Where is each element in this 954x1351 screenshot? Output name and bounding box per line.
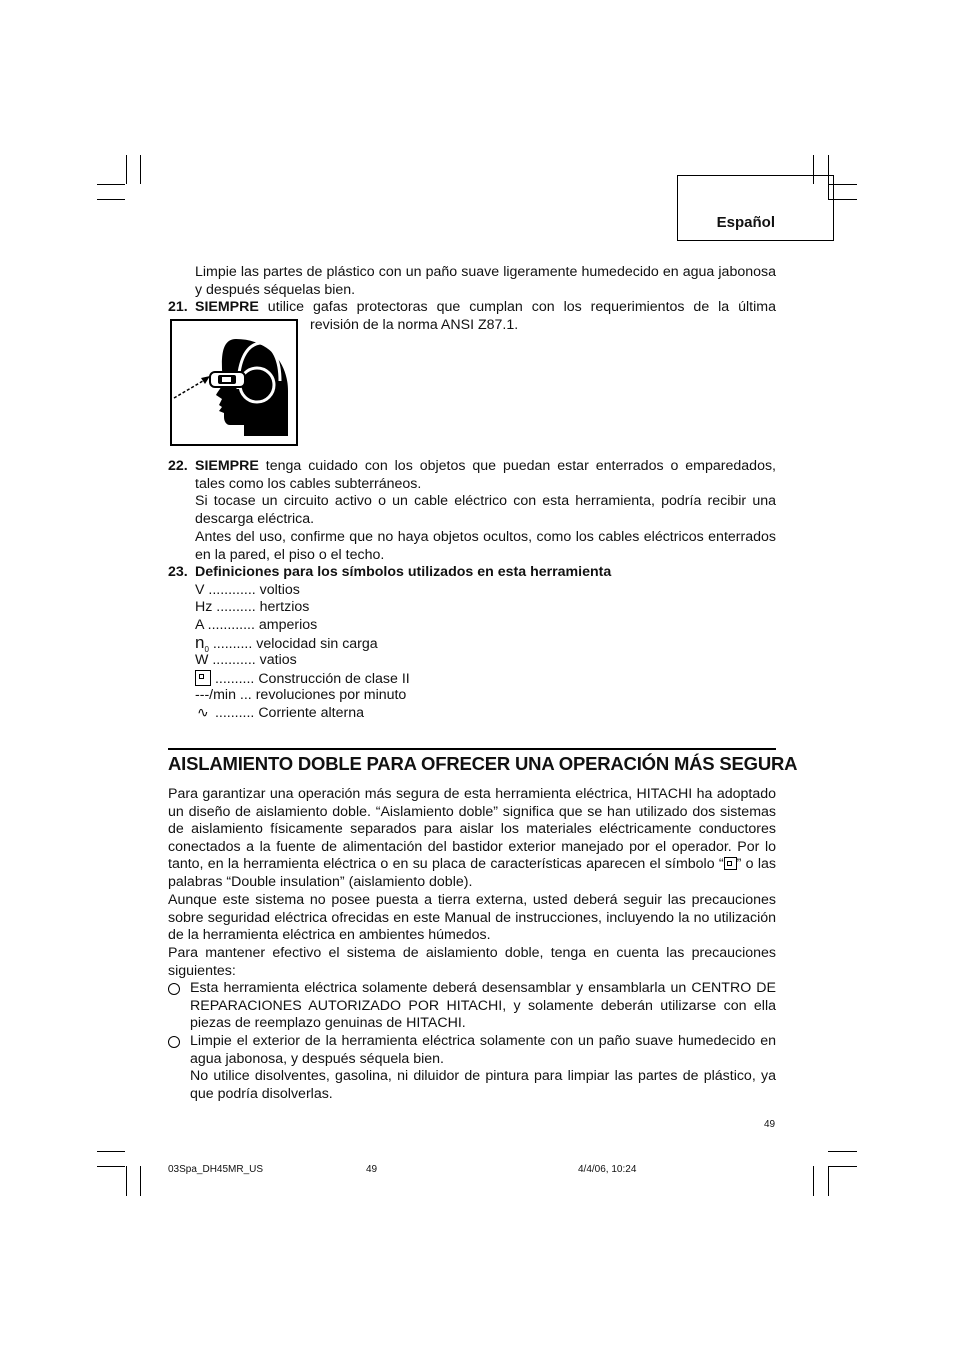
crop-mark <box>126 155 127 184</box>
item-21-strong: SIEMPRE <box>195 299 259 315</box>
item-22-number: 22. <box>168 458 188 474</box>
symbol: A <box>195 617 204 633</box>
symbol-desc: Construcción de clase II <box>258 671 410 687</box>
symbol: W <box>195 652 209 668</box>
double-insulation-icon <box>195 670 211 686</box>
footer-page: 49 <box>366 1164 378 1175</box>
dots: .......... <box>211 705 259 721</box>
language-label: Español <box>716 214 775 231</box>
bullet-circle-icon <box>168 1036 180 1048</box>
crop-mark <box>97 1166 125 1167</box>
page-number: 49 <box>764 1119 776 1130</box>
crop-mark <box>140 155 141 184</box>
symbol-row-alternating-current <box>195 705 364 723</box>
item-23-title: Definiciones para los símbolos utilizados en esta herramienta <box>195 564 612 580</box>
item-21-line2: revisión de la norma ANSI Z87.1. <box>310 317 519 333</box>
symbol: ---/min <box>195 687 236 703</box>
crop-mark <box>828 1166 829 1196</box>
symbol: V <box>195 582 205 598</box>
symbol: n <box>195 633 205 652</box>
symbol-row-watts <box>195 652 297 670</box>
footer-date: 4/4/06, 10:24 <box>578 1164 637 1175</box>
bullet-1-text: Esta herramienta eléctrica solamente deberá desensamblar y ensamblarla un CENTRO DE REPARACIONES AUTORIZADO POR HITACHI, y solamente deberán utilizarse con ella piezas de reemplazo genuinas de HITACHI. <box>190 980 776 1032</box>
dots: .......... <box>212 599 260 615</box>
section-paragraph-2: Aunque este sistema no posee puesta a tierra externa, usted deberá seguir las precauciones sobre seguridad eléctrica ofrecidas en este Manual de instrucciones, incluyendo la no utilización de la herramienta eléctrica en ambientes húmedos. <box>168 892 776 944</box>
section-paragraph-3: Para mantener efectivo el sistema de aislamiento doble, tenga en cuenta las precauciones siguientes: <box>168 945 776 979</box>
section-heading: AISLAMIENTO DOBLE PARA OFRECER UNA OPERACIÓN MÁS SEGURA <box>168 748 776 775</box>
item-22-paragraph-2: Si tocase un circuito activo o un cable eléctrico con esta herramienta, podría recibir una descarga eléctrica. <box>195 493 776 527</box>
symbol-desc: vatios <box>259 652 297 668</box>
item-22-strong: SIEMPRE <box>195 458 259 474</box>
symbol-row-class-ii <box>195 670 410 689</box>
item-23-number: 23. <box>168 564 188 580</box>
crop-mark <box>97 199 125 200</box>
crop-mark <box>97 184 125 185</box>
symbol-row-rpm <box>195 687 406 705</box>
bullet-2-text: Limpie el exterior de la herramienta eléctrica solamente con un paño suave humedecido en agua jabonosa, y después séquela bien. <box>190 1033 776 1067</box>
section-paragraph-1 <box>168 786 776 892</box>
symbol-desc: voltios <box>259 582 300 598</box>
symbol-desc: Corriente alterna <box>258 705 364 721</box>
symbol-desc: hertzios <box>259 599 310 615</box>
dots: ........... <box>208 652 260 668</box>
symbol: Hz <box>195 599 213 615</box>
dots: ... <box>235 687 256 703</box>
bullet-2-text-b: No utilice disolventes, gasolina, ni diluidor de pintura para limpiar las partes de plástico, ya que podría disolverlas. <box>190 1068 776 1102</box>
intro-paragraph: Limpie las partes de plástico con un paño suave ligeramente humedecido en agua jabonosa y después séquelas bien. <box>195 264 776 298</box>
item-22-paragraph <box>195 458 776 493</box>
safety-goggles-icon <box>170 319 298 446</box>
section-p1-part2: ” o las palabras “Double insulation” (aislamiento doble). <box>168 856 776 890</box>
symbol-desc: velocidad sin carga <box>256 636 378 652</box>
symbol-desc: amperios <box>258 617 318 633</box>
symbol-subscript: 0 <box>204 644 209 654</box>
section-p1-part1: Para garantizar una operación más segura de esta herramienta eléctrica, HITACHI ha adoptado un diseño de aislamiento doble. “Aislamiento doble” significa que se han utilizado dos sistemas de aislamiento físicamente separados para aislar los materiales eléctricamente conductores conectados a la fuente de alimentación del bastidor exterior manejado por el operador. Por lo tanto, en la herramienta eléctrica o en su placa de características aparecen el símbolo “ <box>168 786 776 873</box>
symbol-desc: revoluciones por minuto <box>255 687 407 703</box>
crop-mark <box>828 1151 857 1152</box>
alternating-current-icon: ∿ <box>197 705 209 721</box>
symbol-row-volts <box>195 582 300 600</box>
item-21-text: utilice gafas protectoras que cumplan con los requerimientos de la última <box>258 299 776 315</box>
crop-mark <box>828 1166 857 1167</box>
item-21-line1 <box>195 299 776 317</box>
item-22-paragraph-3: Antes del uso, confirme que no haya objetos ocultos, como los cables eléctricos enterrados en la pared, el piso o el techo. <box>195 529 776 563</box>
symbol-row-amperes <box>195 617 317 635</box>
language-tab <box>677 175 834 241</box>
crop-mark <box>813 1166 814 1196</box>
item-22-text1: tenga cuidado con los objetos que puedan estar enterrados o emparedados, tales como los cables subterráneos. <box>195 458 776 492</box>
item-21-number: 21. <box>168 299 188 315</box>
crop-mark <box>126 1166 127 1196</box>
footer-filename: 03Spa_DH45MR_US <box>168 1164 264 1175</box>
bullet-circle-icon <box>168 983 180 995</box>
dots: ............ <box>204 582 260 598</box>
dots: .......... <box>211 671 259 687</box>
crop-mark <box>140 1166 141 1196</box>
double-insulation-icon <box>724 857 737 870</box>
symbol-row-hertz <box>195 599 309 617</box>
dots: .......... <box>208 636 257 652</box>
crop-mark <box>97 1151 125 1152</box>
dots: ............ <box>203 617 259 633</box>
